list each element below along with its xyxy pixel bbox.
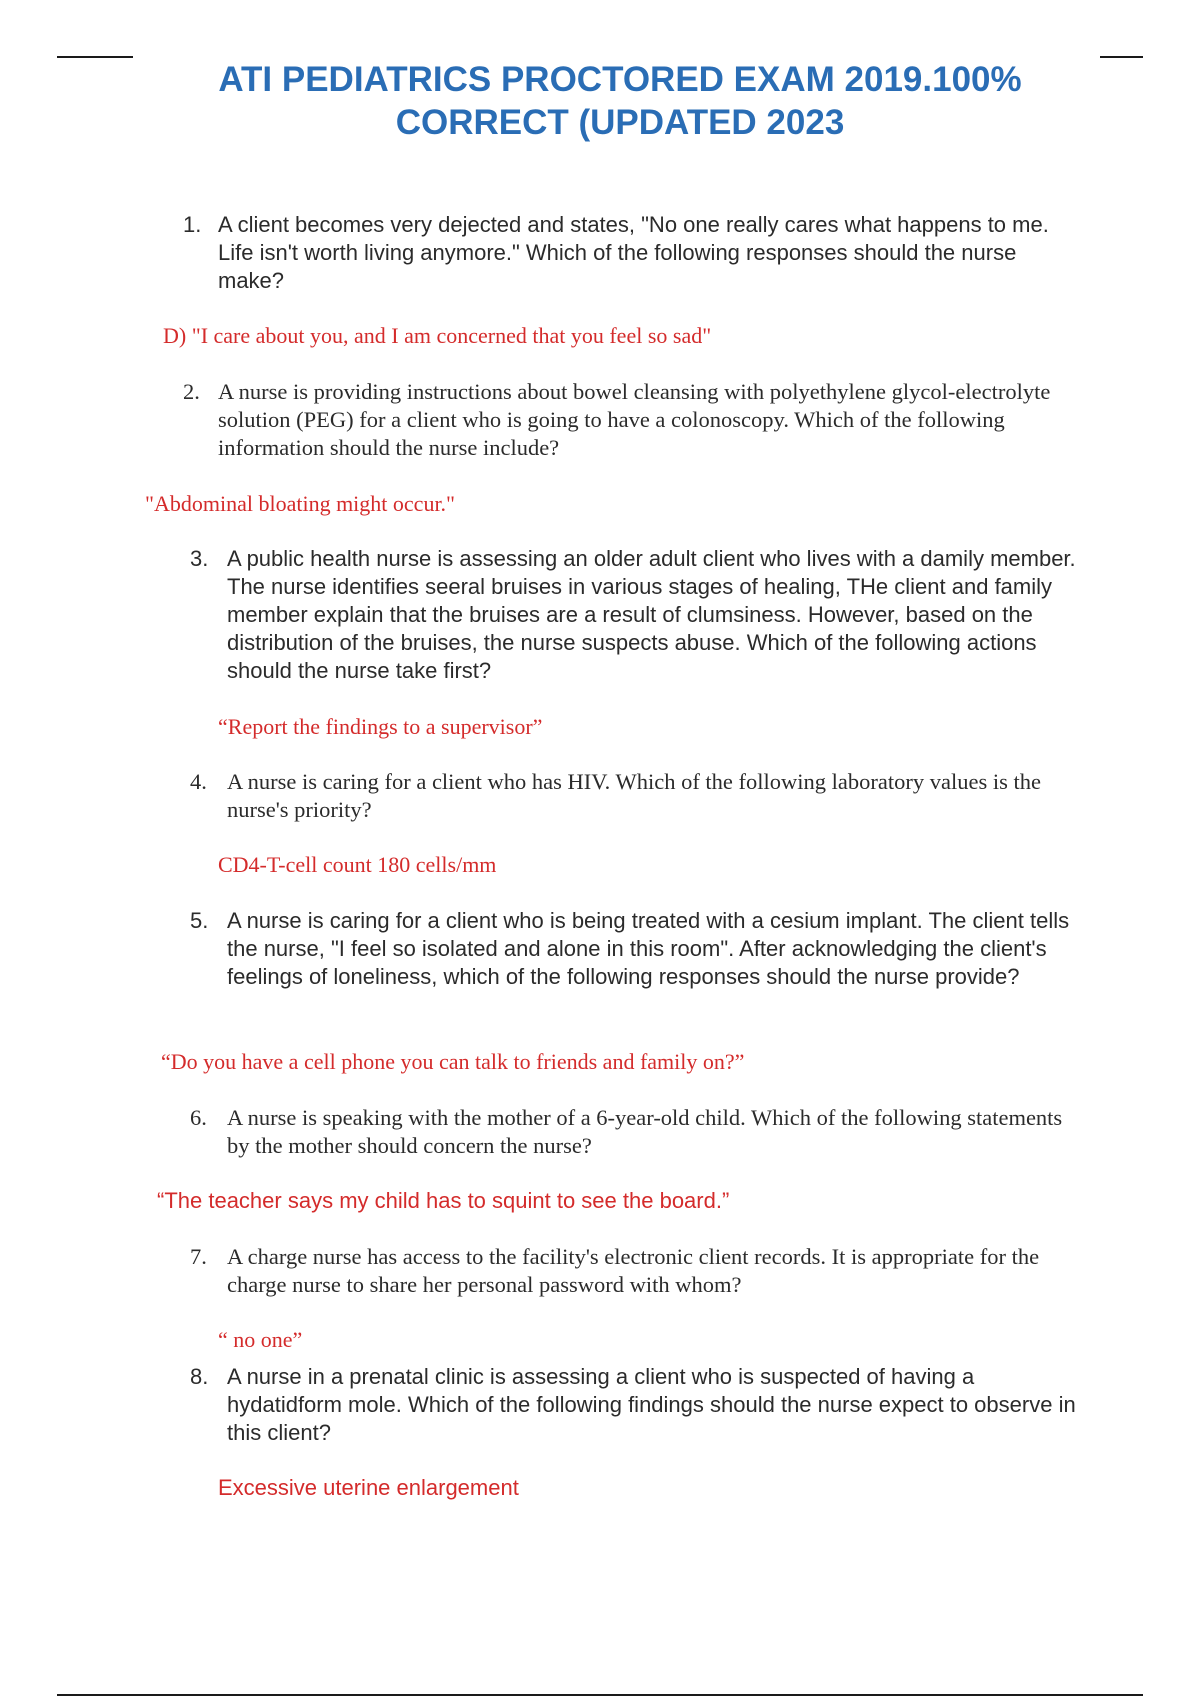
question-text: A nurse is caring for a client who has HIV. Which of the following laboratory values is the nurse's priority? xyxy=(227,769,1041,822)
question-number: 3. xyxy=(190,546,209,571)
answer-3: “Report the findings to a supervisor” xyxy=(218,714,543,739)
question-number: 2. xyxy=(183,379,200,404)
answer-6: “The teacher says my child has to squint to see the board.” xyxy=(157,1188,730,1213)
question-number: 7. xyxy=(190,1244,207,1269)
footer-rule xyxy=(57,1694,1143,1696)
question-text: A nurse is speaking with the mother of a 6-year-old child. Which of the following statements by the mother should concern the nurse? xyxy=(227,1105,1063,1158)
answer-2: "Abdominal bloating might occur." xyxy=(145,491,456,516)
question-text: A public health nurse is assessing an older adult client who lives with a damily member. The nurse identifies seeral bruises in various stages of healing, THe client and family member explain that the bruises are a result of clumsiness. However, based on the distribution of the bruises, the nurse suspects abuse. Which of the following actions should the nurse take first? xyxy=(227,546,1076,683)
answer-5: “Do you have a cell phone you can talk to friends and family on?” xyxy=(161,1049,745,1074)
answer-7: “ no one” xyxy=(218,1327,303,1352)
title-line-1: ATI PEDIATRICS PROCTORED EXAM 2019.100% xyxy=(218,60,1022,99)
question-number: 8. xyxy=(190,1364,209,1389)
answer-1: D) "I care about you, and I am concerned that you feel so sad" xyxy=(163,323,712,348)
question-number: 1. xyxy=(183,212,202,237)
question-text: A nurse is providing instructions about bowel cleansing with polyethylene glycol-electrolyte solution (PEG) for a client who is going to have a colonoscopy. Which of the following information should the nurse include? xyxy=(218,379,1051,460)
title-line-2: CORRECT (UPDATED 2023 xyxy=(395,103,845,142)
answer-4: CD4-T-cell count 180 cells/mm xyxy=(218,852,497,877)
page-title xyxy=(130,58,1110,144)
question-text: A charge nurse has access to the facility's electronic client records. It is appropriate for the charge nurse to share her personal password with whom? xyxy=(227,1244,1040,1297)
question-number: 6. xyxy=(190,1105,207,1130)
answer-8: Excessive uterine enlargement xyxy=(218,1475,519,1500)
question-number: 5. xyxy=(190,908,209,933)
question-text: A nurse is caring for a client who is being treated with a cesium implant. The client tells the nurse, "I feel so isolated and alone in this room". After acknowledging the client's feelings of loneliness, which of the following responses should the nurse provide? xyxy=(227,908,1070,989)
question-number: 4. xyxy=(190,769,207,794)
header-rule-left xyxy=(57,56,133,58)
question-text: A nurse in a prenatal clinic is assessing a client who is suspected of having a hydatidform mole. Which of the following findings should the nurse expect to observe in this client? xyxy=(227,1364,1076,1445)
question-text: A client becomes very dejected and states, "No one really cares what happens to me. Life isn't worth living anymore." Which of the following responses should the nurse make? xyxy=(218,212,1049,293)
